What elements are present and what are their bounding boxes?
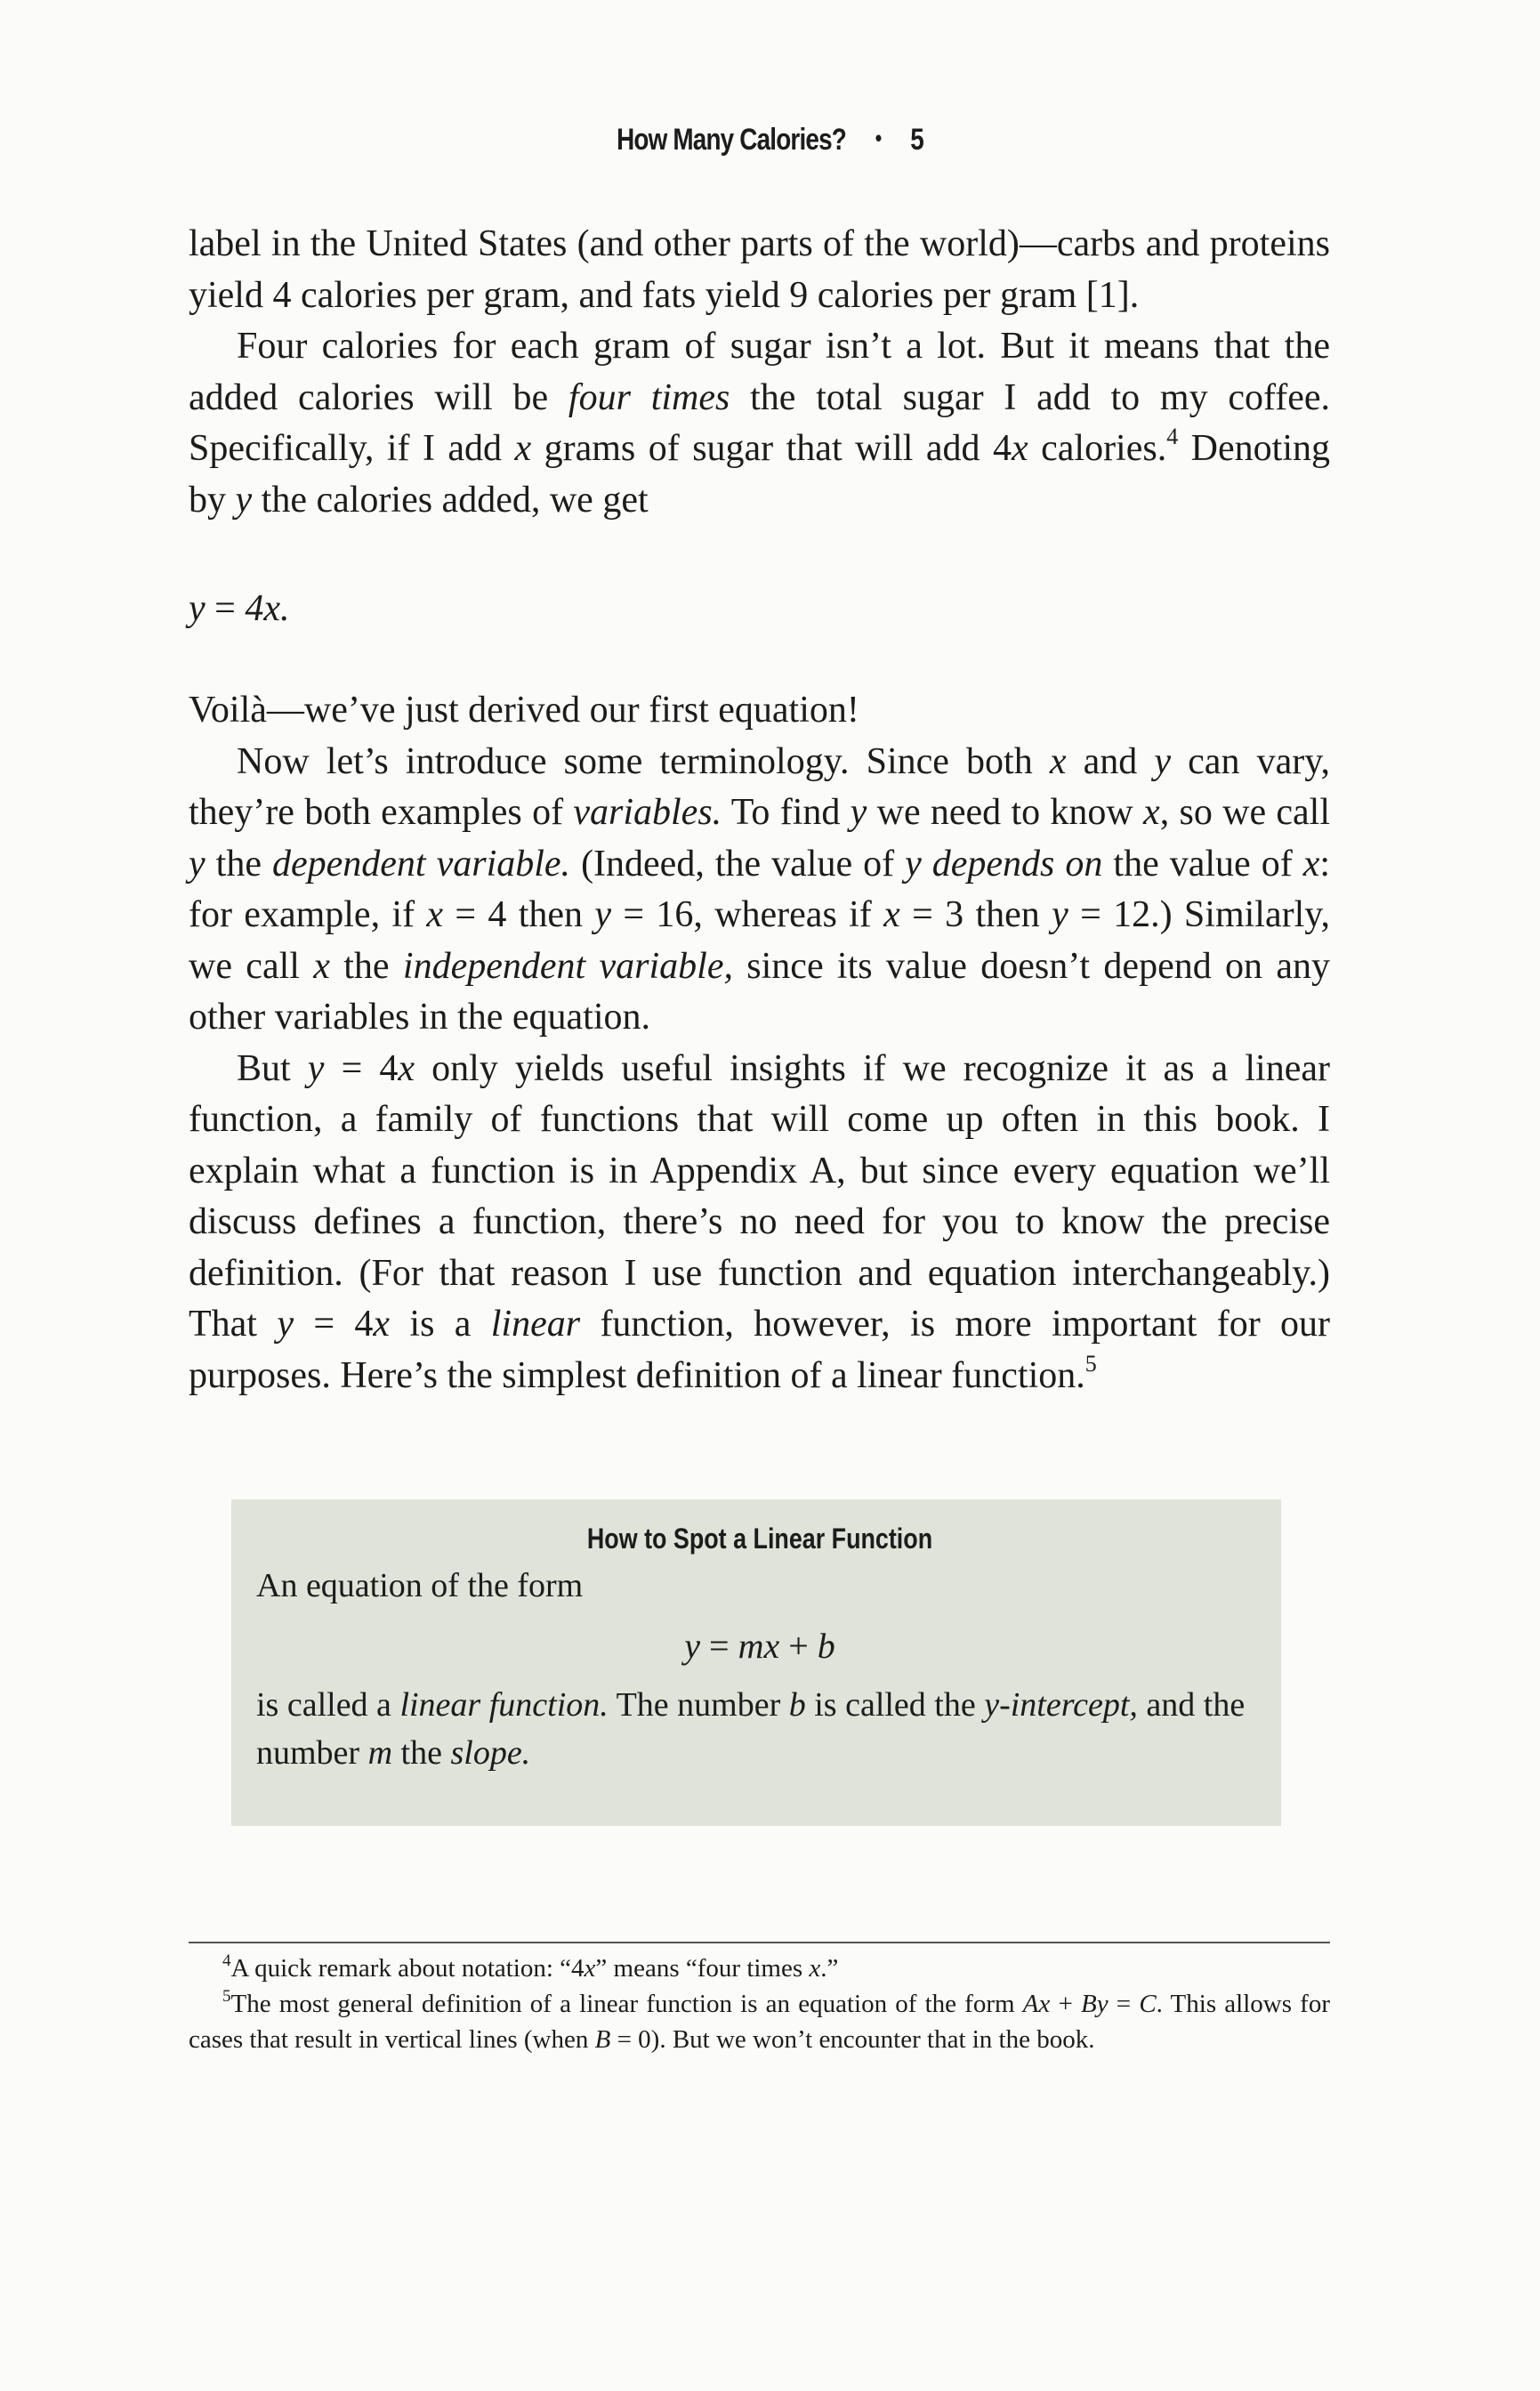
body-text-middle (189, 685, 1330, 1401)
text-run: Four calories for each gram of sugar isn’t a lot. But it means that the added calories will be (189, 326, 1330, 418)
math-variable: x (1302, 843, 1320, 885)
footnote-ref-5: 5 (1084, 1350, 1097, 1377)
text-run: = 4 (324, 1047, 399, 1089)
equation-block (189, 584, 1330, 635)
text-run: is called the (805, 1686, 985, 1724)
footnote-divider (189, 1942, 1330, 1943)
text-run: is a (390, 1304, 491, 1345)
callout-line-1: An equation of the form (256, 1567, 584, 1604)
text-run: A quick remark about notation: “4 (230, 1954, 585, 1983)
text-run: Voilà—we’ve just derived our first equation! (189, 690, 859, 731)
footnote-ref-4: 4 (1166, 424, 1179, 449)
math-variable: y (235, 479, 253, 521)
math-variable: y (1052, 894, 1068, 935)
running-head-title: How Many Calories? (617, 123, 846, 157)
paragraph-2 (189, 321, 1330, 526)
math-variable: x (514, 428, 532, 469)
paragraph-5 (189, 1044, 1330, 1402)
callout-equation (256, 1622, 1263, 1670)
footnote-number: 4 (222, 1951, 231, 1970)
math-variable: y (850, 792, 867, 833)
equals-sign: = (205, 588, 246, 629)
math-variable: y (1154, 740, 1172, 782)
math-variable: x (1012, 428, 1028, 469)
text-run: , so we call (1159, 792, 1331, 833)
text-run: the value of (1102, 843, 1303, 885)
math-variable: b (788, 1686, 806, 1724)
text-run: .” (820, 1954, 839, 1983)
math-variable: x (1143, 792, 1160, 833)
emphasis: linear function. (399, 1686, 609, 1724)
text-run: the (205, 843, 272, 885)
text-run: = 4 (293, 1304, 374, 1345)
equation-lhs: y (189, 588, 206, 629)
equation-lhs: y (684, 1626, 700, 1666)
page-number: 5 (910, 123, 923, 157)
text-run: and (1066, 740, 1155, 782)
math-variable: y (189, 843, 206, 885)
math-variable: By (1081, 1990, 1109, 2018)
emphasis: four times (568, 376, 730, 418)
paragraph-4 (189, 737, 1330, 1044)
text-run: = 0). But we won’t encounter that in the book. (610, 2025, 1095, 2054)
math-variable: y (277, 1304, 294, 1345)
text-run: The number (608, 1686, 789, 1724)
plus-sign: + (779, 1626, 818, 1666)
math-variable: x (1049, 740, 1067, 782)
footnote-number: 5 (222, 1987, 231, 2006)
equation-term: mx (738, 1626, 780, 1666)
callout-title: How to Spot a Linear Function (586, 1523, 933, 1555)
callout-definition (256, 1681, 1263, 1777)
math-variable: B (594, 2025, 611, 2054)
math-variable: y (594, 894, 612, 935)
text-run: only yields useful insights if we recognize it as a linear function, a family of functions that will come up often in this book. I explain what a function is in Appendix A, but since every equation we’ll discuss defines a function, there’s no need for you to know the precise definition. (For that reason I use function and equation interchangeably.) That (189, 1047, 1331, 1345)
math-variable: x (584, 1954, 596, 1983)
emphasis: linear (490, 1304, 581, 1345)
math-variable: x (313, 945, 330, 987)
text-run: = 4 then (443, 894, 595, 935)
math-variable: x (809, 1954, 821, 1983)
text-run: = 16, whereas if (611, 894, 884, 935)
text-run: = 12.) Similarly, we call (189, 894, 1331, 987)
math-variable: Ax (1022, 1990, 1051, 2018)
math-variable: C (1139, 1990, 1157, 2018)
text-run: Now let’s introduce some terminology. Since both (237, 740, 1050, 782)
text-run: is called a (256, 1686, 400, 1724)
running-head (139, 123, 1401, 158)
math-variable: y (307, 1047, 325, 1089)
text-run: label in the United States (and other parts of the world)—carbs and proteins yield 4 calories per gram, and fats yield 9 calories per gram [1]. (189, 223, 1330, 316)
text-run: the (329, 945, 403, 987)
emphasis: dependent variable. (271, 843, 571, 885)
text-run: the total sugar I add to my coffee. Specifically, if I add (189, 376, 1331, 469)
equals-sign: = (700, 1626, 738, 1666)
equation-y-equals-4x (189, 584, 1330, 635)
text-run: The most general definition of a linear function is an equation of the form (230, 1990, 1023, 2018)
text-run: (Indeed, the value of (570, 843, 906, 885)
text-run: To find (722, 792, 851, 833)
math-variable: x (398, 1047, 415, 1089)
text-run: ” means “four times (595, 1954, 810, 1983)
emphasis: variables. (573, 792, 722, 833)
emphasis: independent variable, (402, 945, 733, 987)
footnotes (189, 1951, 1330, 2057)
math-variable: m (367, 1734, 393, 1772)
math-variable: x (883, 894, 900, 935)
text-run: since its value doesn’t depend on any other variables in the equation. (189, 945, 1331, 1038)
text-run: . This allows for cases that result in vertical lines (when (189, 1990, 1330, 2054)
text-run: + (1050, 1990, 1082, 2018)
math-variable: x (426, 894, 444, 935)
text-run: and the number (256, 1686, 1246, 1772)
text-run: But (237, 1047, 308, 1089)
equation-rhs: 4x. (245, 588, 290, 629)
text-run: = 3 then (899, 894, 1052, 935)
running-head-separator: • (875, 125, 882, 151)
emphasis: slope. (450, 1734, 531, 1772)
equation-term: b (817, 1626, 835, 1666)
emphasis: y depends on (905, 843, 1103, 885)
text-run: calories. (1028, 428, 1167, 469)
text-run: the (392, 1734, 451, 1772)
math-variable: x (373, 1304, 391, 1345)
text-run: = (1108, 1990, 1140, 2018)
callout-box (231, 1499, 1281, 1826)
text-run: the calories added, we get (252, 479, 649, 521)
text-run: Denoting by (189, 428, 1330, 521)
text-run: : for example, if (189, 843, 1331, 935)
body-text-top (189, 219, 1330, 526)
paragraph-1 (189, 219, 1330, 321)
text-run: function, however, is more important for our purposes. Here’s the simplest definition of a linear function. (189, 1304, 1331, 1396)
text-run: grams of sugar that will add 4 (531, 428, 1012, 469)
paragraph-3 (189, 685, 1330, 737)
text-run: we need to know (867, 792, 1144, 833)
footnote-5 (189, 1986, 1330, 2057)
text-run: can vary, they’re both examples of (189, 740, 1330, 833)
emphasis: y-intercept, (984, 1686, 1138, 1724)
footnote-4 (189, 1951, 1330, 1986)
